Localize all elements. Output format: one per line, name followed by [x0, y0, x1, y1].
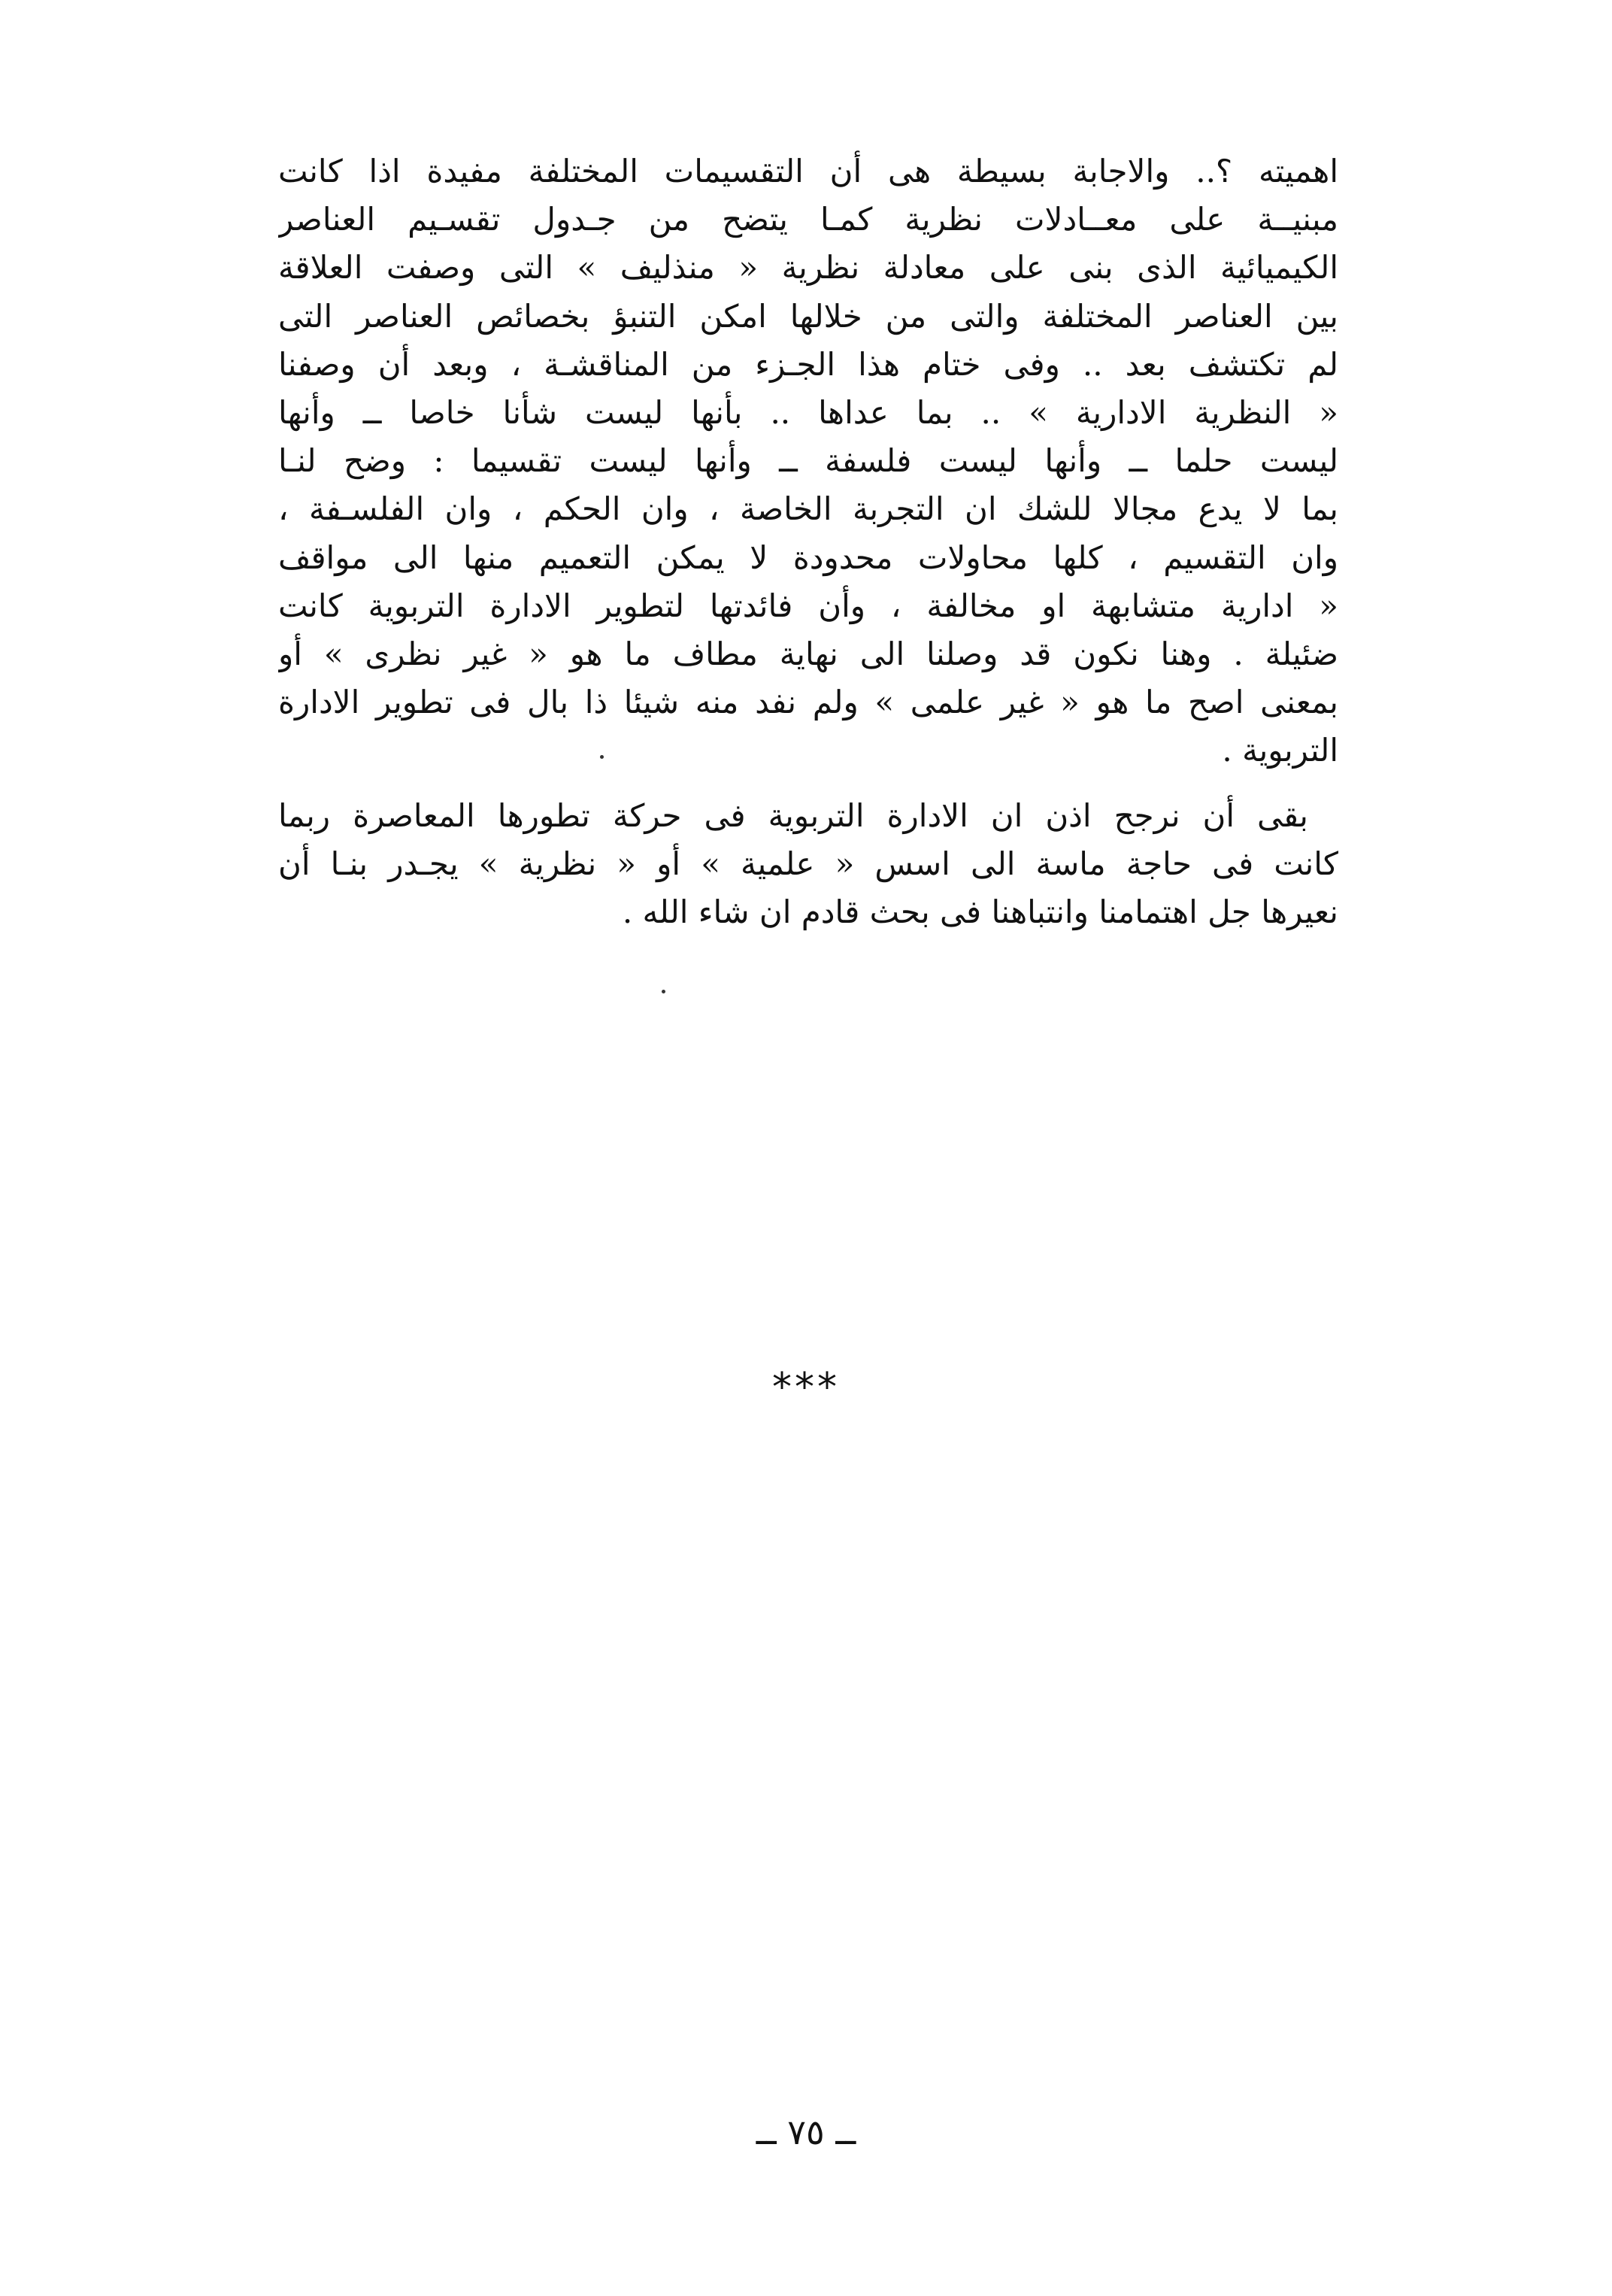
section-ornament: *** [772, 1365, 840, 1410]
text-line: بمعنى اصح ما هو « غير علمى » ولم نفد منه شيئا ذا بال فى تطوير الادارة [278, 684, 1338, 721]
text-line: بقى أن نرجح اذن ان الادارة التربوية فى حركة تطورها المعاصرة ربما [278, 797, 1308, 834]
text-line: التربوية . [1222, 732, 1338, 769]
text-line: كانت فى حاجة ماسة الى اسس « علمية » أو « نظرية » يجـدر بنـا أن [278, 845, 1338, 882]
page-number: ــ ٧٥ ــ [756, 2112, 856, 2152]
stray-mark [600, 755, 604, 759]
text-line: اهميته ؟.. والاجابة بسيطة هى أن التقسيمات المختلفة مفيدة اذا كانت [278, 153, 1338, 190]
text-line: لم تكتشف بعد .. وفى ختام هذا الجـزء من المناقشـة ، وبعد أن وصفنا [278, 345, 1338, 383]
text-line: « ادارية متشابهة او مخالفة ، وأن فائدتها لتطوير الادارة التربوية كانت [278, 587, 1338, 624]
stray-mark [662, 990, 665, 993]
paragraph-1 [278, 147, 1338, 775]
text-line: مبنيــة على معــادلات نظرية كمـا يتضح من جـدول تقسـيم العناصر [278, 201, 1338, 238]
text-line: وان التقسيم ، كلها محاولات محدودة لا يمكن التعميم منها الى مواقف [278, 538, 1338, 576]
text-line: ليست حلما ــ وأنها ليست فلسفة ــ وأنها ليست تقسيما : وضح لنـا [278, 442, 1338, 480]
text-line: « النظرية الادارية » .. بما عداها .. بأنها ليست شأنا خاصا ــ وأنها [278, 393, 1338, 431]
text-line: نعيرها جل اهتمامنا وانتباهنا فى بحث قادم ان شاء الله . [622, 893, 1338, 930]
text-line: ضئيلة . وهنا نكون قد وصلنا الى نهاية مطاف ما هو « غير نظرى » أو [278, 635, 1338, 672]
text-line: بما لا يدع مجالا للشك ان التجربة الخاصة ، وان الحكم ، وان الفلسـفة ، [278, 490, 1338, 528]
text-line: بين العناصر المختلفة والتى من خلالها امكن التنبؤ بخصائص العناصر التى [278, 297, 1338, 335]
text-line: الكيميائية الذى بنى على معادلة نظرية « منذليف » التى وصفت العلاقة [278, 249, 1338, 287]
paragraph-2 [278, 792, 1338, 936]
